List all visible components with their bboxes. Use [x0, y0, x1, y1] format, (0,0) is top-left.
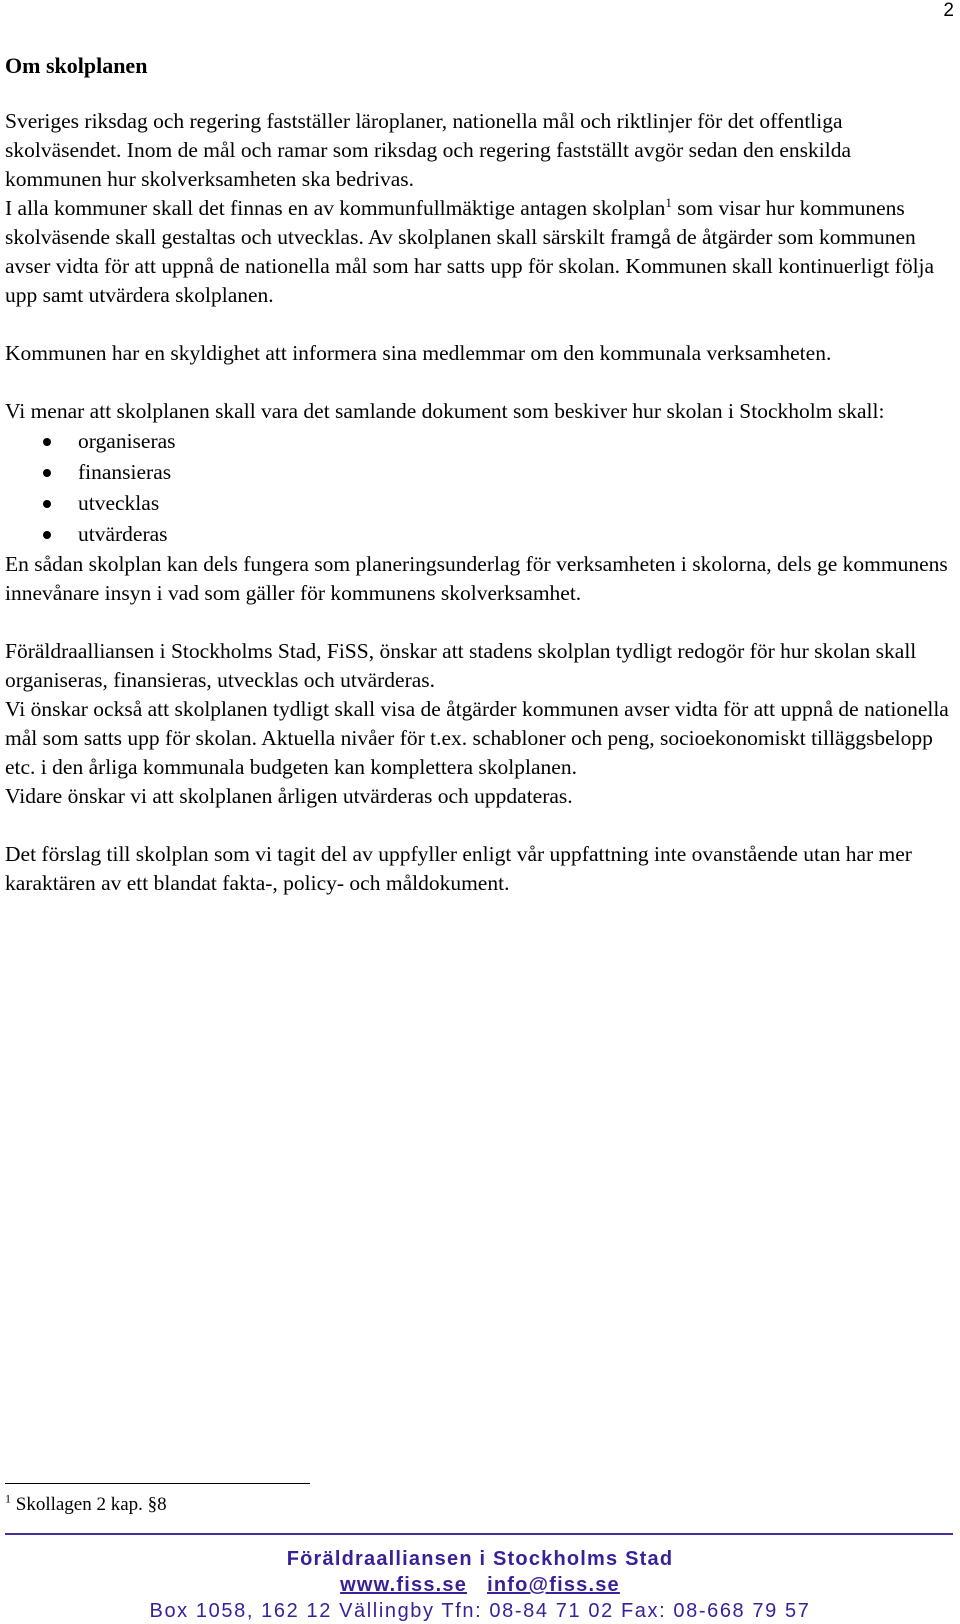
list-item: finansieras — [5, 457, 953, 488]
footer-divider — [5, 1533, 953, 1535]
email-link[interactable]: info@fiss.se — [487, 1574, 620, 1596]
paragraph-planning-basis: En sådan skolplan kan dels fungera som planeringsunderlag för verksamheten i skolorna, dels ge kommunens innevånare insyn i vad som gäller för kommunens skolverksamhet. — [5, 552, 948, 605]
page-footer — [0, 1546, 960, 1624]
footer-contact: Box 1058, 162 12 Vällingby Tfn: 08-84 71 02 Fax: 08-668 79 57 — [149, 1600, 811, 1622]
footnote-text: Skollagen 2 kap. §8 — [11, 1494, 167, 1515]
section-heading: Om skolplanen — [5, 53, 148, 78]
paragraph-information-duty: Kommunen har en skyldighet att informera sina medlemmar om den kommunala verksamheten. — [5, 341, 832, 365]
paragraph-intro: Sveriges riksdag och regering fastställer läroplaner, nationella mål och riktlinjer för det offentliga skolväsendet. Inom de mål och ramar som riksdag och regering fastställt avgör sedan den enskilda kommunen hur skolverksamheten ska bedrivas. — [5, 109, 852, 191]
list-item: utvärderas — [5, 519, 953, 550]
paragraph-skolplan-purpose: Vi menar att skolplanen skall vara det samlande dokument som beskiver hur skolan i Stockholm skall: — [5, 399, 885, 423]
list-item: utvecklas — [5, 488, 953, 519]
footnote — [5, 1491, 167, 1516]
footer-organization: Föräldraalliansen i Stockholms Stad — [286, 1548, 674, 1570]
footer-links — [0, 1572, 960, 1598]
footnote-reference: 1 — [665, 194, 672, 210]
bullet-list — [5, 426, 953, 550]
paragraph-fiss-wish: Föräldraalliansen i Stockholms Stad, FiSS, önskar att stadens skolplan tydligt redogör för hur skolan skall organiseras, finansieras, utvecklas och utvärderas. — [5, 639, 917, 692]
paragraph-fiss-measures: Vi önskar också att skolplanen tydligt skall visa de åtgärder kommunen avser vidta för att uppnå de nationella mål som satts upp för skolan. Aktuella nivåer för t.ex. schabloner och peng, socioekonomiskt tilläggsbelopp etc. i den årliga kommunala budgeten kan komplettera skolplanen. — [5, 697, 949, 779]
document-body — [5, 51, 953, 927]
paragraph-skolplan-requirement — [5, 194, 953, 310]
website-link[interactable]: www.fiss.se — [340, 1574, 468, 1596]
paragraph-text: som visar hur kommunens skolväsende skall gestaltas och utvecklas. Av skolplanen skall särskilt framgå de åtgärder som kommunen avser vidta för att uppnå de nationella mål som har satts upp för skolan. Kommunen skall kontinuerligt följa upp samt utvärdera skolplanen. — [5, 196, 935, 307]
page-number: 2 — [943, 0, 954, 21]
footnote-marker: 1 — [5, 1491, 11, 1506]
list-item: organiseras — [5, 426, 953, 457]
paragraph-fiss-evaluation: Vidare önskar vi att skolplanen årligen utvärderas och uppdateras. — [5, 784, 573, 808]
paragraph-text: I alla kommuner skall det finnas en av kommunfullmäktige antagen skolplan — [5, 196, 666, 220]
footnote-divider — [5, 1483, 310, 1484]
paragraph-conclusion: Det förslag till skolplan som vi tagit del av uppfyller enligt vår uppfattning inte ovanstående utan har mer karaktären av ett blandat fakta-, policy- och måldokument. — [5, 842, 912, 895]
